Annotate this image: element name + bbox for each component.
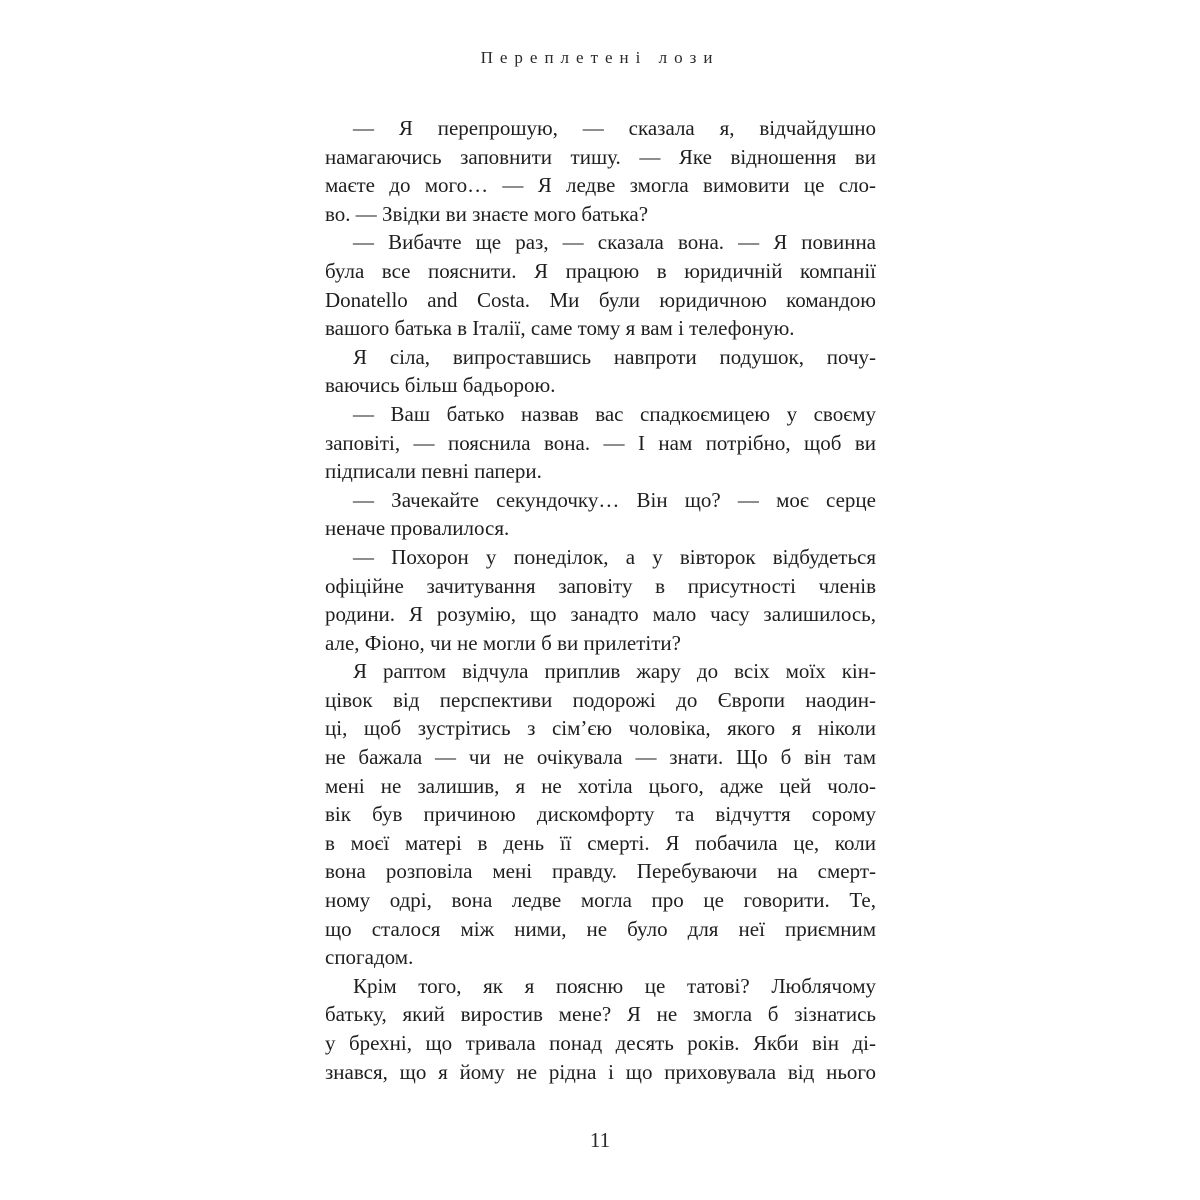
text-line: в моєї матері в день її смерті. Я побачила це, коли <box>325 830 876 855</box>
text-line: — Зачекайте секундочку… Він що? — моє серце <box>353 487 876 512</box>
text-line: — Похорон у понеділок, а у вівторок відбудеться <box>353 544 876 569</box>
text-line: мені не залишив, я не хотіла цього, адже цей чоло- <box>325 773 876 798</box>
text-line: — Ваш батько назвав вас спадкоємицею у своєму <box>353 401 876 426</box>
text-line: — Вибачте ще раз, — сказала вона. — Я повинна <box>353 230 876 255</box>
text-line: родини. Я розумію, що занадто мало часу залишилось, <box>325 602 876 627</box>
text-line: підписали певні папери. <box>325 459 542 484</box>
text-line: вашого батька в Італії, саме тому я вам і телефоную. <box>325 316 795 341</box>
text-line: Крім того, як я поясню це татові? Люблячому <box>353 973 876 998</box>
text-line: офіційне зачитування заповіту в присутності членів <box>325 573 876 598</box>
text-line: у брехні, що тривала понад десять років. Якби він ді- <box>325 1031 876 1055</box>
text-line: була все пояснити. Я працюю в юридичній компанії <box>325 258 876 283</box>
text-line: не бажала — чи не очікувала — знати. Що б він там <box>325 745 876 770</box>
text-line: вона розповіла мені правду. Перебуваючи на смерт- <box>325 859 876 884</box>
text-line: неначе провалилося. <box>325 516 510 541</box>
text-line: спогадом. <box>325 945 414 970</box>
text-line: вік був причиною дискомфорту та відчуття сорому <box>325 802 876 827</box>
text-line: що сталося між ними, не було для неї приємним <box>325 916 876 941</box>
text-line: але, Фіоно, чи не могли б ви прилетіти? <box>325 630 681 655</box>
text-line: батьку, який виростив мене? Я не змогла б зізнатись <box>325 1002 876 1027</box>
text-line: цівок від перспективи подорожі до Європи наодин- <box>325 687 876 712</box>
text-line: Donatello and Costa. Ми були юридичною командою <box>325 287 876 312</box>
text-line: заповіті, — пояснила вона. — І нам потрібно, щоб ви <box>325 430 876 455</box>
text-line: во. — Звідки ви знаєте мого батька? <box>325 201 649 226</box>
page-number: 11 <box>589 1128 611 1152</box>
running-head-title: Переплетені лози <box>480 48 720 67</box>
text-line: ному одрі, вона ледве могла про це говорити. Те, <box>325 888 876 913</box>
text-line: ваючись більш бадьорою. <box>325 373 556 398</box>
text-line: знався, що я йому не рідна і що приховувала від нього <box>325 1059 876 1084</box>
text-line: Я сіла, випроставшись навпроти подушок, почу- <box>353 344 876 369</box>
body-text <box>325 114 876 1086</box>
text-line: Я раптом відчула приплив жару до всіх моїх кін- <box>353 659 876 684</box>
text-line: маєте до мого… — Я ледве змогла вимовити це сло- <box>325 173 876 198</box>
text-line: намагаючись заповнити тишу. — Яке відношення ви <box>325 144 876 169</box>
text-line: — Я перепрошую, — сказала я, відчайдушно <box>353 116 876 140</box>
text-line: ці, щоб зустрітись з сім’єю чоловіка, якого я ніколи <box>325 716 876 741</box>
